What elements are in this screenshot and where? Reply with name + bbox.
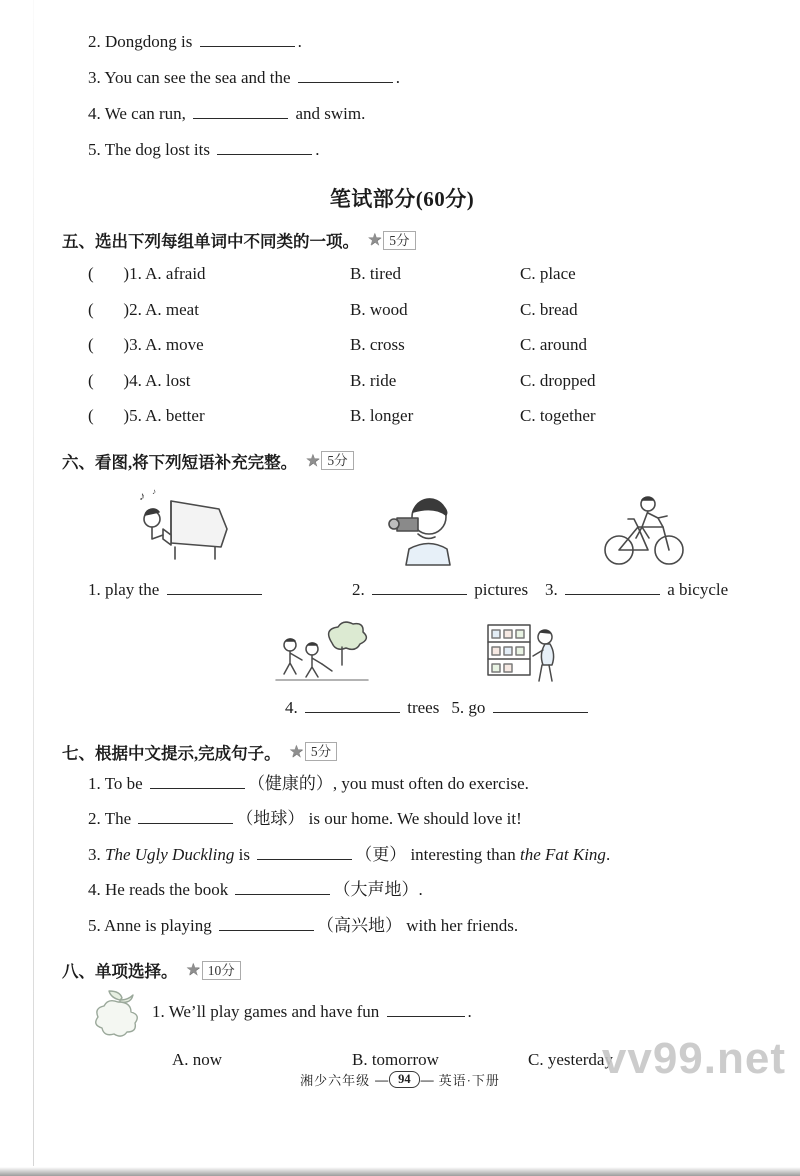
sentence-line [88, 837, 742, 873]
sentence-text: 3. [88, 844, 105, 864]
answer-cell [88, 256, 350, 292]
phrase-text: 1. play the [88, 579, 164, 599]
answer-blank [372, 580, 467, 595]
sentence-text: （更） interesting than [355, 844, 520, 864]
section8-title: 八、单项选择。 [62, 962, 178, 981]
question-text: and swim. [291, 104, 366, 123]
phrase-text: 2. [352, 579, 369, 599]
points-label: 5分 [321, 451, 353, 470]
piano-illustration [137, 487, 249, 569]
phrase-text: a bicycle [663, 579, 729, 599]
footer-dash: — [420, 1071, 434, 1087]
answer-paren: ( ) [88, 370, 130, 390]
phrase-item [285, 691, 439, 725]
watermark: vv99.net [601, 1034, 786, 1083]
phrase-item [352, 573, 545, 607]
phrase-item [451, 691, 590, 725]
answer-cell [88, 327, 350, 363]
svg-text:♪: ♪ [139, 488, 145, 503]
section5-rows [88, 256, 742, 434]
section8-question1 [152, 1002, 472, 1022]
points-badge [289, 742, 338, 762]
answer-paren: ( ) [88, 335, 130, 354]
section6-header [62, 449, 742, 473]
phrase-text: trees [403, 697, 440, 717]
page-number: 94 [389, 1071, 420, 1088]
sentence-line [88, 872, 742, 908]
option-b: B. tired [350, 264, 401, 283]
phrase-text: 5. go [451, 697, 490, 717]
page-binding-edge [33, 0, 34, 1166]
option-a: 4. A. lost [129, 370, 191, 390]
sentence-text: （健康的）, you must often do exercise. [247, 773, 529, 793]
question-text: 5. The dog lost its [88, 140, 215, 159]
answer-blank [193, 104, 288, 119]
phrase-text: pictures [470, 579, 529, 599]
word-choice-row [88, 363, 742, 399]
option-c: C. around [520, 335, 588, 354]
plant-doodle-illustration [88, 986, 146, 1038]
points-badge [367, 230, 416, 250]
shopping-illustration [482, 619, 568, 689]
footer-dash: — [375, 1071, 389, 1087]
sentence-text: 1. To be [88, 773, 147, 793]
answer-blank [150, 774, 245, 789]
option-c: C. together [520, 406, 596, 425]
book-title: the Fat King [519, 844, 606, 864]
answer-blank [219, 916, 314, 931]
footer-book-right: 英语·下册 [438, 1073, 500, 1088]
option-a: 3. A. move [129, 335, 204, 354]
sentence-text: . [605, 844, 611, 864]
answer-blank [217, 140, 312, 155]
section6-images-row1 [62, 481, 742, 569]
answer-blank [565, 580, 660, 595]
word-choice-row [88, 327, 742, 363]
answer-paren: ( ) [88, 406, 130, 425]
answer-cell [88, 398, 350, 434]
question-line [88, 24, 742, 60]
points-label: 10分 [202, 961, 241, 980]
answer-blank [167, 580, 262, 595]
phrase-item [88, 573, 352, 607]
sentence-text: is [234, 844, 255, 864]
sentence-text: 4. He reads the book [88, 880, 233, 899]
question-line [88, 132, 742, 168]
section8-header [62, 958, 742, 982]
phrase-text: 3. [545, 579, 562, 599]
answer-blank [387, 1002, 465, 1017]
svg-text:♪: ♪ [152, 486, 156, 496]
answer-cell [88, 292, 350, 328]
sentence-text: （地球） is our home. We should love it! [236, 809, 522, 828]
tree-planting-illustration [274, 619, 370, 689]
phrase-item [545, 573, 742, 607]
option-b: B. wood [350, 299, 408, 319]
answer-blank [298, 68, 393, 83]
section7-sentences [88, 766, 742, 944]
option-c: C. dropped [520, 370, 596, 390]
book-title: The Ugly Duckling [105, 844, 235, 864]
option-a: 1. A. afraid [129, 264, 206, 283]
word-choice-row [88, 292, 742, 328]
option-b: B. ride [350, 370, 397, 390]
question-text: 1. We’ll play games and have fun [152, 1002, 384, 1021]
bicycle-illustration [595, 491, 691, 569]
question-text: 2. Dongdong is [88, 32, 197, 51]
section7-header [62, 740, 742, 764]
points-label: 5分 [305, 742, 337, 761]
option-a: 2. A. meat [129, 299, 199, 319]
section6-phrases-row2 [285, 691, 742, 725]
star-icon: ★ [185, 960, 201, 980]
section7-title: 七、根据中文提示,完成句子。 [62, 743, 281, 763]
star-icon: ★ [288, 741, 304, 762]
sentence-text: （高兴地） with her friends. [316, 915, 519, 935]
top-questions [62, 24, 742, 168]
points-badge [305, 451, 354, 471]
sentence-line [88, 766, 742, 802]
question-text: 4. We can run, [88, 104, 191, 123]
answer-blank [200, 32, 295, 47]
points-label: 5分 [383, 231, 415, 250]
option-c: C. yesterday [528, 1050, 613, 1069]
question-line [88, 60, 742, 96]
answer-blank [138, 809, 233, 824]
answer-blank [493, 698, 588, 713]
word-choice-row [88, 256, 742, 292]
question-text: . [297, 32, 302, 51]
option-a: A. now [172, 1050, 223, 1069]
answer-paren: ( ) [88, 264, 130, 283]
phrase-text: 4. [285, 697, 302, 717]
section6-images-row2 [62, 613, 742, 689]
camera-illustration [379, 487, 471, 569]
question-text: . [395, 68, 401, 87]
scan-bottom-edge [0, 1167, 800, 1176]
sentence-line [88, 908, 742, 944]
answer-blank [257, 845, 352, 860]
section5-title: 五、选出下列每组单词中不同类的一项。 [62, 232, 359, 251]
question-text: 3. You can see the sea and the [88, 68, 295, 87]
star-icon: ★ [305, 450, 321, 471]
answer-cell [88, 363, 350, 399]
option-c: C. bread [520, 299, 578, 319]
sentence-text: 5. Anne is playing [88, 915, 216, 935]
option-b: B. tomorrow [352, 1050, 439, 1069]
question-text: . [467, 1002, 472, 1021]
sentence-text: （大声地）. [333, 880, 423, 899]
star-icon: ★ [367, 230, 383, 250]
word-choice-row [88, 398, 742, 434]
sentence-line [88, 801, 742, 837]
question-line [88, 96, 742, 132]
answer-blank [235, 880, 330, 895]
sentence-text: 2. The [88, 809, 136, 828]
option-b: B. cross [350, 335, 405, 354]
answer-paren: ( ) [88, 299, 130, 319]
section5-header [62, 228, 742, 252]
written-part-header: 笔试部分(60分) [329, 187, 475, 211]
option-a: 5. A. better [129, 406, 205, 425]
section6-title: 六、看图,将下列短语补充完整。 [62, 452, 298, 472]
answer-blank [305, 698, 400, 713]
points-badge [186, 960, 241, 980]
section8-question-row [88, 986, 742, 1038]
question-text: . [315, 140, 320, 159]
option-c: C. place [520, 264, 576, 283]
option-b: B. longer [350, 406, 414, 425]
footer-book-left: 湘少六年级 [300, 1073, 371, 1088]
section6-phrases-row1 [88, 573, 742, 607]
